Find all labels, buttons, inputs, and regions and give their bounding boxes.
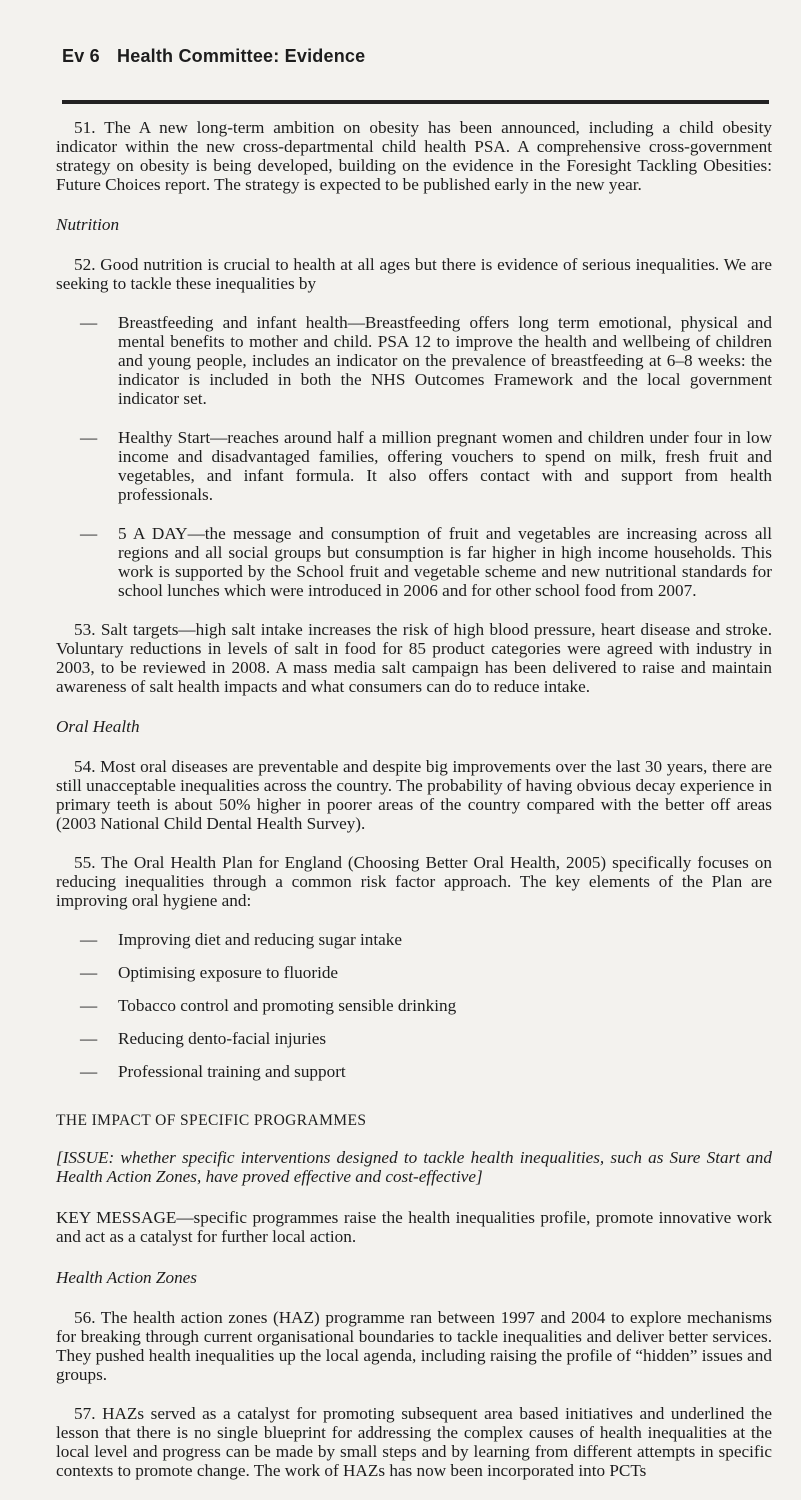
issue-statement: [ISSUE: whether specific interventions designed to tackle health inequalities, such as Sure Start and Health Action Zones, have proved effective and cost-effective] xyxy=(56,1148,772,1186)
dash-marker: — xyxy=(80,1062,98,1081)
list-item-text: Optimising exposure to fluoride xyxy=(118,963,339,982)
header-rule xyxy=(62,100,769,104)
paragraph-53: 53. Salt targets—high salt intake increases the risk of high blood pressure, heart disease and stroke. Voluntary reductions in levels of salt in food for 85 product categories were agreed with industry in 2003, to be reviewed in 2008. A mass media salt campaign has been delivered to raise and maintain awareness of salt health impacts and what consumers can do to reduce intake. xyxy=(56,620,772,696)
list-item-text: Breastfeeding and infant health—Breastfeeding offers long term emotional, physical and mental benefits to mother and child. PSA 12 to improve the health and wellbeing of children and young people, includes an indicator on the prevalence of breastfeeding at 6–8 weeks: the indicator is included in both the NHS Outcomes Framework and the local government indicator set. xyxy=(118,313,772,408)
nutrition-list xyxy=(56,313,772,600)
paragraph-55: 55. The Oral Health Plan for England (Choosing Better Oral Health, 2005) specifically focuses on reducing inequalities through a common risk factor approach. The key elements of the Plan are improving oral hygiene and: xyxy=(56,853,772,910)
section-heading-nutrition: Nutrition xyxy=(56,215,120,234)
list-item xyxy=(56,1029,772,1048)
list-item-text: Tobacco control and promoting sensible drinking xyxy=(118,996,457,1015)
section-heading-oral-health: Oral Health xyxy=(56,717,140,736)
list-item xyxy=(56,428,772,504)
list-item xyxy=(56,524,772,600)
dash-marker: — xyxy=(80,930,98,949)
dash-marker: — xyxy=(80,963,98,982)
paragraph-56: 56. The health action zones (HAZ) programme ran between 1997 and 2004 to explore mechanisms for breaking through current organisational boundaries to tackle inequalities and deliver better services. They pushed health inequalities up the local agenda, including raising the profile of “hidden” issues and groups. xyxy=(56,1308,772,1384)
list-item-text: Healthy Start—reaches around half a million pregnant women and children under four in low income and disadvantaged families, offering vouchers to spend on milk, fresh fruit and vegetables, and infant formula. It also offers contact with and support from health professionals. xyxy=(118,428,772,504)
key-message: KEY MESSAGE—specific programmes raise the health inequalities profile, promote innovative work and act as a catalyst for further local action. xyxy=(56,1208,772,1246)
list-item xyxy=(56,1062,772,1081)
page-header xyxy=(62,46,365,67)
section-heading-impact: THE IMPACT OF SPECIFIC PROGRAMMES xyxy=(56,1112,367,1129)
section-heading-haz: Health Action Zones xyxy=(56,1268,197,1287)
oral-health-list xyxy=(56,930,772,1081)
list-item-text: 5 A DAY—the message and consumption of fruit and vegetables are increasing across all regions and all social groups but consumption is far higher in high income households. This work is supported by the School fruit and vegetable scheme and new nutritional standards for school lunches which were introduced in 2006 and for other school food from 2007. xyxy=(118,524,772,600)
paragraph-51: 51. The A new long-term ambition on obesity has been announced, including a child obesity indicator within the new cross-departmental child health PSA. A comprehensive cross-government strategy on obesity is being developed, building on the evidence in the Foresight Tackling Obesities: Future Choices report. The strategy is expected to be published early in the new year. xyxy=(56,118,772,194)
list-item-text: Reducing dento-facial injuries xyxy=(118,1029,327,1048)
dash-marker: — xyxy=(80,313,98,332)
dash-marker: — xyxy=(80,996,98,1015)
publication-title: Health Committee: Evidence xyxy=(117,46,366,66)
document-body xyxy=(56,118,772,1500)
list-item xyxy=(56,313,772,408)
paragraph-54: 54. Most oral diseases are preventable and despite big improvements over the last 30 years, there are still unacceptable inequalities across the country. The probability of having obvious decay experience in primary teeth is about 50% higher in poorer areas of the country compared with the better off areas (2003 National Child Dental Health Survey). xyxy=(56,757,772,833)
dash-marker: — xyxy=(80,1029,98,1048)
paragraph-57: 57. HAZs served as a catalyst for promoting subsequent area based initiatives and underlined the lesson that there is no single blueprint for addressing the complex causes of health inequalities at the local level and progress can be made by small steps and by learning from different attempts in specific contexts to promote change. The work of HAZs has now been incorporated into PCTs xyxy=(56,1404,772,1480)
list-item xyxy=(56,930,772,949)
list-item-text: Improving diet and reducing sugar intake xyxy=(118,930,402,949)
paragraph-52: 52. Good nutrition is crucial to health at all ages but there is evidence of serious inequalities. We are seeking to tackle these inequalities by xyxy=(56,255,772,293)
page-reference: Ev 6 xyxy=(62,46,100,66)
list-item-text: Professional training and support xyxy=(118,1062,346,1081)
list-item xyxy=(56,963,772,982)
dash-marker: — xyxy=(80,428,98,447)
dash-marker: — xyxy=(80,524,98,543)
list-item xyxy=(56,996,772,1015)
